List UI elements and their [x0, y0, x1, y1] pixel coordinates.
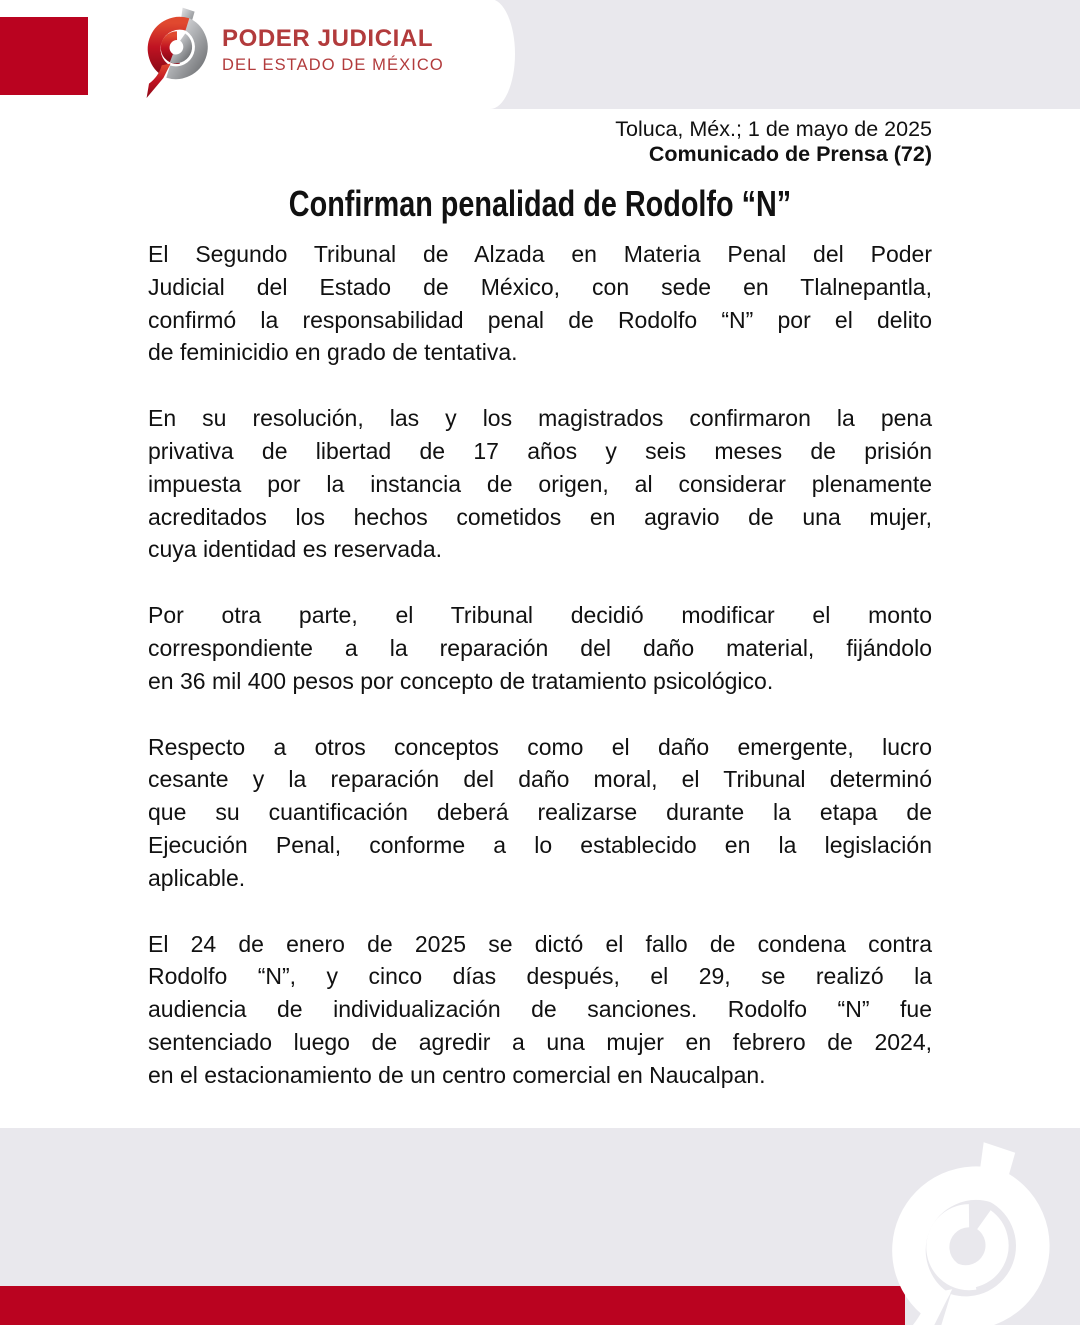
text-line: impuesta por la instancia de origen, al considerar plenamente: [148, 470, 932, 497]
text-line: audiencia de individualización de sanciones. Rodolfo “N” fue: [148, 996, 932, 1023]
text-line: El Segundo Tribunal de Alzada en Materia Penal del Poder: [148, 241, 932, 267]
text-line: sentenciado luego de agredir a una mujer en febrero de 2024,: [148, 1028, 932, 1055]
paragraph: [148, 402, 932, 566]
text-line: correspondiente a la reparación del daño material, fijándolo: [148, 634, 932, 661]
text-line: cuya identidad es reservada.: [148, 536, 443, 563]
text-line: Judicial del Estado de México, con sede en Tlalnepantla,: [148, 273, 932, 300]
text-line: en 36 mil 400 pesos por concepto de tratamiento psicológico.: [148, 667, 774, 694]
text-line: aplicable.: [148, 864, 246, 891]
text-line: confirmó la responsabilidad penal de Rodolfo “N” por el delito: [148, 306, 932, 333]
text-line: Respecto a otros conceptos como el daño emergente, lucro: [148, 733, 932, 760]
text-line: acreditados los hechos cometidos en agravio de una mujer,: [148, 503, 932, 530]
header-gray-band: [490, 0, 1080, 109]
header-band-curve: [465, 0, 515, 109]
logo-title: PODER JUDICIAL: [222, 25, 434, 52]
text-line: cesante y la reparación del daño moral, el Tribunal determinó: [148, 766, 932, 793]
text-line: En su resolución, las y los magistrados confirmaron la pena: [148, 405, 932, 432]
paragraph: [148, 731, 932, 895]
paragraph: [148, 599, 932, 697]
date-block: [148, 117, 932, 167]
press-release-body: [148, 238, 932, 1125]
text-line: Ejecución Penal, conforme a lo establecido en la legislación: [148, 831, 932, 858]
footer-red-band: [0, 1286, 905, 1325]
paragraph: [148, 928, 932, 1092]
dateline: Toluca, Méx.; 1 de mayo de 2025: [615, 117, 932, 141]
text-line: El 24 de enero de 2025 se dictó el fallo de condena contra: [148, 930, 932, 957]
page-title: Confirman penalidad de Rodolfo “N”: [288, 183, 792, 224]
text-line: privativa de libertad de 17 años y seis meses de prisión: [148, 437, 932, 464]
bulletin-label: Comunicado de Prensa (72): [648, 142, 932, 166]
text-line: Por otra parte, el Tribunal decidió modificar el monto: [148, 602, 932, 629]
text-line: Rodolfo “N”, y cinco días después, el 29, se realizó la: [148, 963, 932, 990]
page-title-wrap: [148, 183, 932, 225]
header-red-block: [0, 17, 88, 95]
paragraph: [148, 238, 932, 369]
pjedomex-swirl-watermark-icon: [864, 1138, 1074, 1325]
text-line: que su cuantificación deberá realizarse durante la etapa de: [148, 799, 932, 826]
text-line: de feminicidio en grado de tentativa.: [148, 339, 518, 366]
logo-text: [222, 27, 444, 74]
logo-subtitle: DEL ESTADO DE MÉXICO: [222, 56, 444, 74]
text-line: en el estacionamiento de un centro comercial en Naucalpan.: [148, 1061, 766, 1088]
pjedomex-swirl-icon: [137, 6, 217, 102]
